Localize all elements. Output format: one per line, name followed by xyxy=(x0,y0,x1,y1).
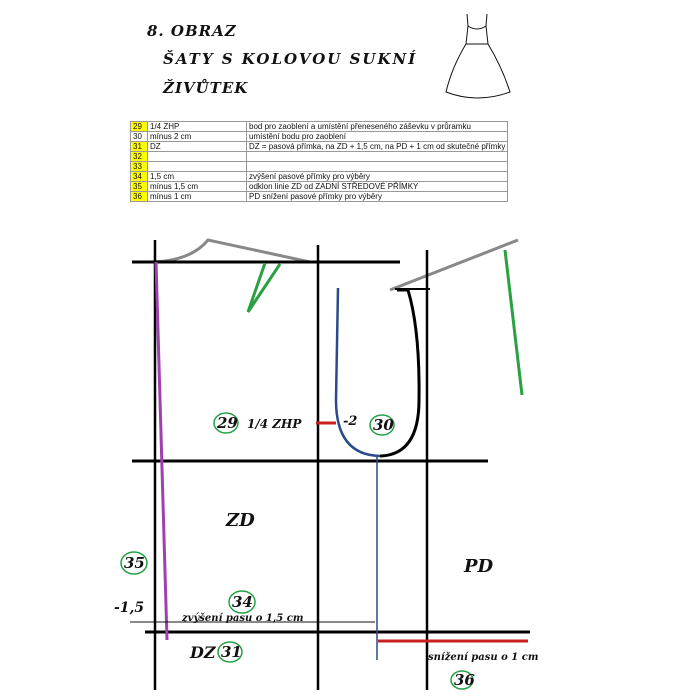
step-description: DZ = pasová přímka, na ZD + 1,5 cm, na PD + 1 cm od skutečné přímky xyxy=(247,142,508,152)
svg-text:31: 31 xyxy=(221,643,242,661)
front-shoulder-line xyxy=(390,240,518,290)
step-number: 31 xyxy=(131,142,148,152)
step-description: umístění bodu pro zaoblení xyxy=(247,132,508,142)
step-amount: mínus 2 cm xyxy=(148,132,247,142)
step-number: 33 xyxy=(131,162,148,172)
marker-29 xyxy=(214,413,238,433)
step-amount: mínus 1,5 cm xyxy=(148,182,247,192)
svg-text:35: 35 xyxy=(124,554,145,572)
marker-30 xyxy=(370,415,394,435)
pd-label: PD xyxy=(464,556,494,577)
step-number: 29 xyxy=(131,122,148,132)
marker-34 xyxy=(229,591,255,613)
step-description: PD snížení pasové přímky pro výběry xyxy=(247,192,508,202)
step-amount: 1/4 ZHP xyxy=(148,122,247,132)
quarter-label: 1/4 ZHP xyxy=(247,417,302,431)
front-dart xyxy=(505,250,522,395)
figure-number: 8. OBRAZ xyxy=(147,22,237,40)
marker-35 xyxy=(121,552,147,574)
back-dart xyxy=(248,263,280,312)
step-number: 32 xyxy=(131,152,148,162)
section-title: ŽIVŮTEK xyxy=(163,79,249,97)
step-number: 30 xyxy=(131,132,148,142)
svg-text:36: 36 xyxy=(454,671,475,689)
garment-title: ŠATY S KOLOVOU SUKNÍ xyxy=(163,50,418,68)
zd-label: ZD xyxy=(226,510,255,531)
svg-text:29: 29 xyxy=(217,414,238,432)
step-description: zvýšení pasové přímky pro výběry xyxy=(247,172,508,182)
back-shoulder-line xyxy=(148,240,310,262)
minus15-label: -1,5 xyxy=(114,600,145,616)
step-amount: DZ xyxy=(148,142,247,152)
step-amount: 1,5 cm xyxy=(148,172,247,182)
raise-label: zvýšení pasu o 1,5 cm xyxy=(182,613,304,624)
step-number: 34 xyxy=(131,172,148,182)
marker-31 xyxy=(218,642,242,662)
step-description: bod pro zaoblení a umístění přeneseného záševku v průramku xyxy=(247,122,508,132)
marker-36 xyxy=(451,671,475,689)
minus2-label: -2 xyxy=(343,414,358,429)
lower-label: snížení pasu o 1 cm xyxy=(428,652,539,663)
back-center-deviation xyxy=(156,262,167,640)
svg-text:34: 34 xyxy=(232,593,253,611)
step-amount: mínus 1 cm xyxy=(148,192,247,202)
step-number: 36 xyxy=(131,192,148,202)
step-description: odklon linie ZD od ZADNÍ STŘEDOVÉ PŘÍMKY xyxy=(247,182,508,192)
svg-text:30: 30 xyxy=(373,416,394,434)
step-number: 35 xyxy=(131,182,148,192)
dz-label: DZ xyxy=(190,643,216,662)
